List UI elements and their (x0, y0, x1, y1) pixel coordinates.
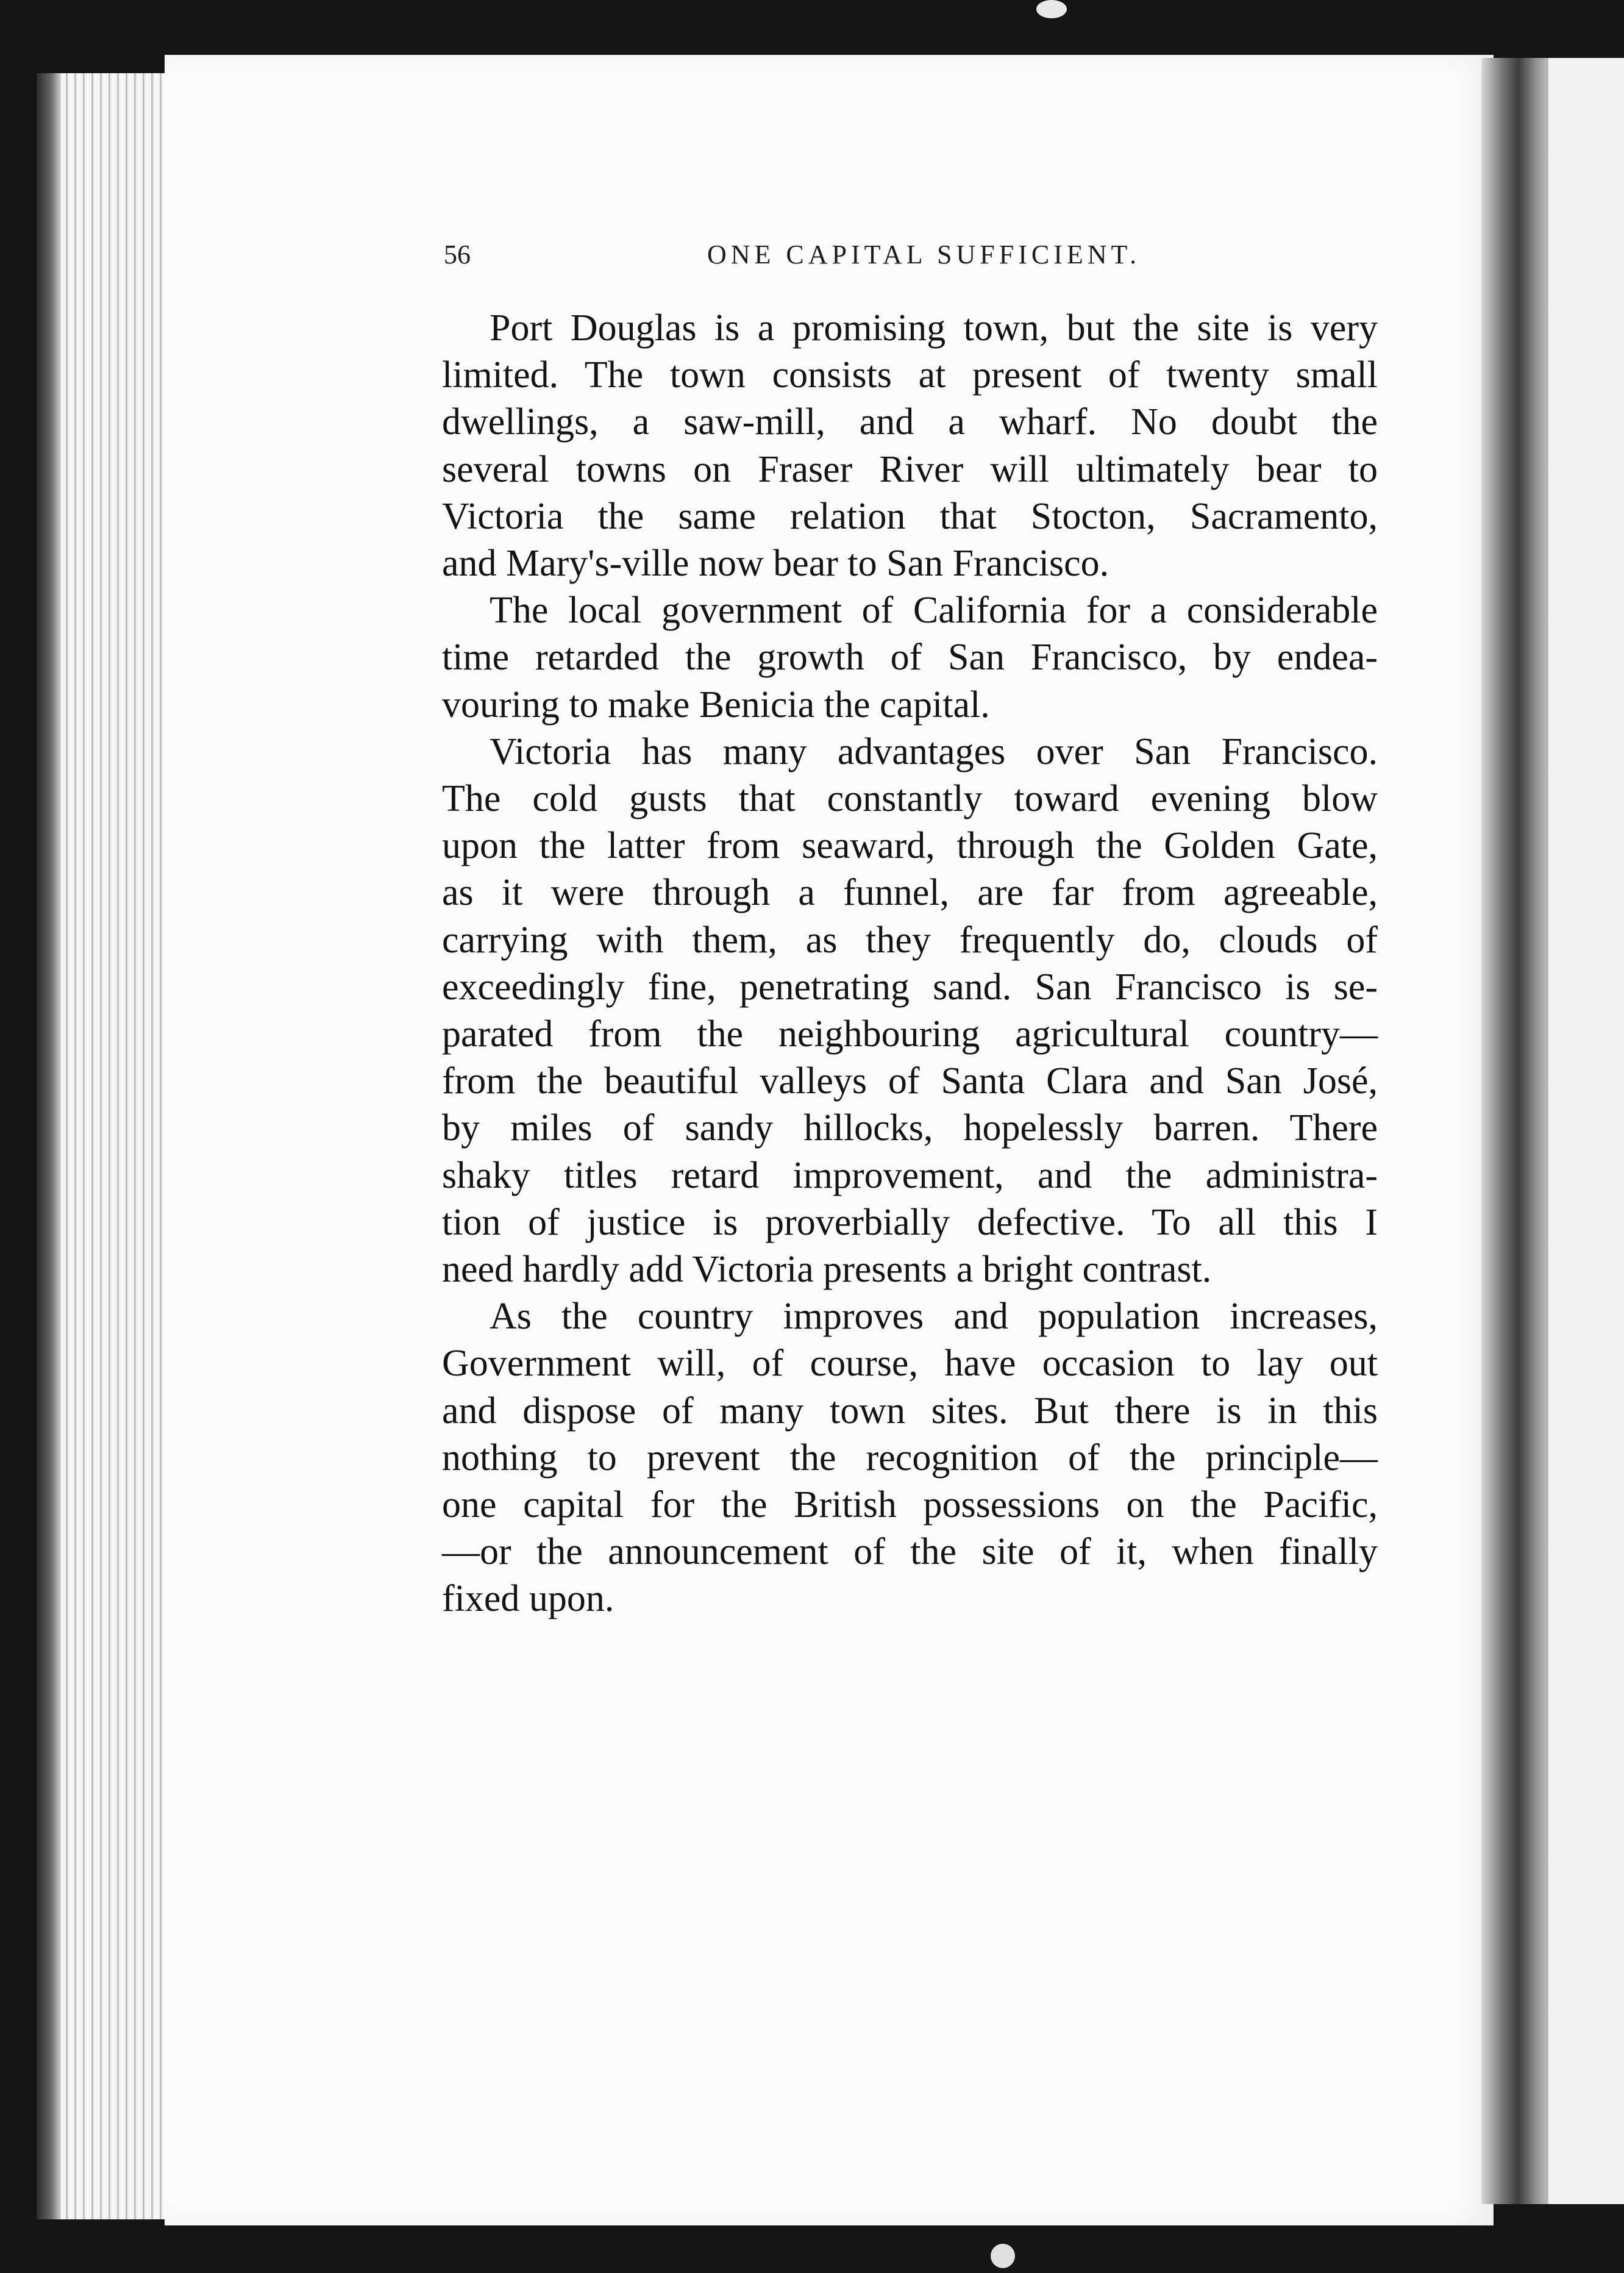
paragraph (442, 587, 1378, 729)
text-line: nothing to prevent the recognition of the principle— (442, 1436, 1378, 1479)
text-line: vouring to make Benicia the capital. (442, 683, 990, 726)
paragraph (442, 1293, 1378, 1622)
page-number: 56 (444, 240, 471, 269)
binding-gutter (1481, 58, 1548, 2204)
running-title: ONE CAPITAL SUFFICIENT. (707, 240, 1141, 269)
paragraph (442, 729, 1378, 1293)
text-line: limited. The town consists at present of twenty small (442, 354, 1378, 396)
text-line: Port Douglas is a promising town, but the site is very (490, 307, 1378, 349)
text-line: exceedingly fine, penetrating sand. San Francisco is se- (442, 966, 1378, 1008)
text-line: need hardly add Victoria presents a bright contrast. (442, 1249, 1212, 1291)
text-line: Victoria has many advantages over San Francisco. (490, 730, 1378, 773)
text-line: Victoria the same relation that Stocton, Sacramento, (442, 495, 1378, 537)
text-line: time retarded the growth of San Francisco, by endea- (442, 637, 1378, 679)
text-line: by miles of sandy hillocks, hopelessly barren. There (442, 1107, 1378, 1149)
paragraph (442, 305, 1378, 587)
text-line: from the beautiful valleys of Santa Clara and San José, (442, 1060, 1378, 1102)
body-text (442, 305, 1378, 1623)
text-line: dwellings, a saw-mill, and a wharf. No doubt the (442, 401, 1378, 443)
text-line: tion of justice is proverbially defective. To all this I (442, 1201, 1378, 1243)
text-line: Government will, of course, have occasion to lay out (442, 1343, 1378, 1385)
scan-smudge (1036, 0, 1067, 18)
text-line: parated from the neighbouring agricultural country— (442, 1013, 1378, 1055)
text-line: as it were through a funnel, are far from agreeable, (442, 872, 1378, 914)
scan-smudge (991, 2244, 1015, 2268)
text-line: and Mary's-ville now bear to San Francisco. (442, 543, 1109, 585)
facing-page-edge (1548, 58, 1624, 2204)
text-line: The cold gusts that constantly toward evening blow (442, 778, 1378, 820)
text-line: fixed upon. (442, 1578, 614, 1620)
text-line: upon the latter from seaward, through the Golden Gate, (442, 825, 1378, 867)
text-line: The local government of California for a considerable (490, 590, 1378, 632)
text-line: As the country improves and population increases, (490, 1296, 1378, 1338)
text-line: several towns on Fraser River will ultimately bear to (442, 448, 1378, 490)
text-line: —or the announcement of the site of it, when finally (442, 1531, 1378, 1573)
text-line: carrying with them, as they frequently do, clouds of (442, 919, 1378, 961)
book-cover-edge (37, 73, 61, 2219)
text-line: one capital for the British possessions on the Pacific, (442, 1484, 1378, 1526)
text-line: and dispose of many town sites. But there is in this (442, 1390, 1378, 1432)
text-line: shaky titles retard improvement, and the administra- (442, 1154, 1378, 1196)
